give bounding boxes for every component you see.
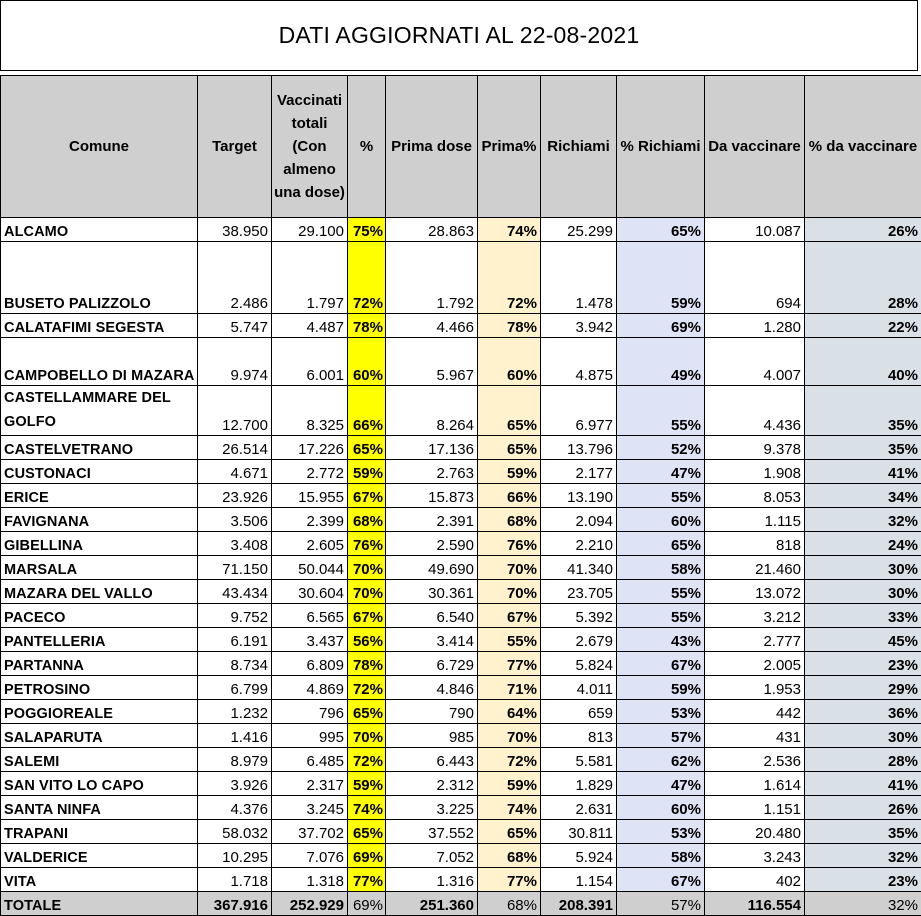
cell-da-vaccinare: 2.536 [705, 748, 805, 772]
header-richiami-pct: % Richiami [617, 76, 705, 218]
cell-pct: 72% [348, 748, 386, 772]
cell-richiami-pct: 52% [617, 436, 705, 460]
cell-vaccinati: 17.226 [272, 436, 348, 460]
cell-da-vaccinare: 21.460 [705, 556, 805, 580]
cell-da-vaccinare-pct: 35% [805, 436, 921, 460]
cell-richiami: 1.478 [541, 242, 617, 314]
cell-richiami: 5.581 [541, 748, 617, 772]
cell-vaccinati: 1.797 [272, 242, 348, 314]
cell-target: 3.506 [198, 508, 272, 532]
total-row [1, 892, 921, 916]
cell-vaccinati: 4.869 [272, 676, 348, 700]
cell-pct: 72% [348, 242, 386, 314]
cell-richiami-pct: 55% [617, 484, 705, 508]
table-row [1, 242, 921, 314]
cell-comune: CAMPOBELLO DI MAZARA [1, 338, 198, 386]
table-row [1, 218, 921, 242]
cell-pct: 67% [348, 484, 386, 508]
cell-prima-pct: 72% [478, 748, 541, 772]
table-row [1, 820, 921, 844]
cell-vaccinati: 6.809 [272, 652, 348, 676]
cell-richiami: 2.631 [541, 796, 617, 820]
cell-prima-dose: 6.443 [386, 748, 478, 772]
cell-da-vaccinare: 4.007 [705, 338, 805, 386]
cell-prima-dose: 5.967 [386, 338, 478, 386]
cell-da-vaccinare: 116.554 [705, 892, 805, 916]
cell-da-vaccinare: 20.480 [705, 820, 805, 844]
cell-prima-pct: 68% [478, 508, 541, 532]
cell-richiami: 30.811 [541, 820, 617, 844]
cell-prima-dose: 4.466 [386, 314, 478, 338]
cell-prima-pct: 67% [478, 604, 541, 628]
cell-prima-pct: 76% [478, 532, 541, 556]
table-row [1, 844, 921, 868]
cell-da-vaccinare: 431 [705, 724, 805, 748]
cell-prima-dose: 6.540 [386, 604, 478, 628]
table-row [1, 652, 921, 676]
cell-pct: 65% [348, 700, 386, 724]
cell-da-vaccinare-pct: 36% [805, 700, 921, 724]
cell-comune: CASTELVETRANO [1, 436, 198, 460]
cell-prima-pct: 74% [478, 796, 541, 820]
cell-richiami: 2.094 [541, 508, 617, 532]
header-vaccinati: Vaccinati totali (Con almeno una dose) [272, 76, 348, 218]
header-prima-pct: Prima% [478, 76, 541, 218]
cell-prima-pct: 70% [478, 556, 541, 580]
cell-da-vaccinare: 1.614 [705, 772, 805, 796]
cell-richiami: 2.210 [541, 532, 617, 556]
cell-prima-dose: 3.225 [386, 796, 478, 820]
cell-comune: VALDERICE [1, 844, 198, 868]
cell-da-vaccinare-pct: 23% [805, 868, 921, 892]
cell-da-vaccinare-pct: 30% [805, 580, 921, 604]
cell-pct: 69% [348, 892, 386, 916]
cell-prima-pct: 55% [478, 628, 541, 652]
cell-da-vaccinare: 3.212 [705, 604, 805, 628]
cell-richiami-pct: 55% [617, 580, 705, 604]
cell-richiami: 25.299 [541, 218, 617, 242]
cell-da-vaccinare: 442 [705, 700, 805, 724]
table-row [1, 532, 921, 556]
cell-richiami: 2.177 [541, 460, 617, 484]
cell-prima-pct: 65% [478, 820, 541, 844]
cell-da-vaccinare-pct: 41% [805, 772, 921, 796]
cell-comune: BUSETO PALIZZOLO [1, 242, 198, 314]
cell-prima-pct: 71% [478, 676, 541, 700]
cell-pct: 75% [348, 218, 386, 242]
cell-richiami-pct: 47% [617, 460, 705, 484]
cell-richiami: 5.392 [541, 604, 617, 628]
cell-comune: SALEMI [1, 748, 198, 772]
cell-da-vaccinare: 4.436 [705, 386, 805, 436]
cell-prima-dose: 1.792 [386, 242, 478, 314]
cell-comune: MARSALA [1, 556, 198, 580]
header-prima-dose: Prima dose [386, 76, 478, 218]
cell-target: 4.671 [198, 460, 272, 484]
header-comune: Comune [1, 76, 198, 218]
cell-da-vaccinare: 1.908 [705, 460, 805, 484]
cell-vaccinati: 6.565 [272, 604, 348, 628]
cell-richiami: 4.875 [541, 338, 617, 386]
cell-vaccinati: 6.485 [272, 748, 348, 772]
table-row [1, 676, 921, 700]
cell-pct: 66% [348, 386, 386, 436]
cell-richiami: 2.679 [541, 628, 617, 652]
table-row [1, 580, 921, 604]
cell-vaccinati: 2.399 [272, 508, 348, 532]
cell-pct: 70% [348, 556, 386, 580]
cell-prima-dose: 28.863 [386, 218, 478, 242]
table-row [1, 508, 921, 532]
cell-comune: TRAPANI [1, 820, 198, 844]
cell-target: 6.191 [198, 628, 272, 652]
cell-richiami: 208.391 [541, 892, 617, 916]
cell-prima-pct: 60% [478, 338, 541, 386]
cell-vaccinati: 29.100 [272, 218, 348, 242]
cell-da-vaccinare: 1.280 [705, 314, 805, 338]
cell-prima-pct: 70% [478, 724, 541, 748]
cell-prima-pct: 72% [478, 242, 541, 314]
cell-vaccinati: 2.605 [272, 532, 348, 556]
cell-prima-pct: 68% [478, 892, 541, 916]
cell-pct: 74% [348, 796, 386, 820]
cell-comune: VITA [1, 868, 198, 892]
cell-da-vaccinare-pct: 32% [805, 844, 921, 868]
cell-prima-dose: 2.590 [386, 532, 478, 556]
cell-target: 43.434 [198, 580, 272, 604]
cell-vaccinati: 1.318 [272, 868, 348, 892]
cell-da-vaccinare: 818 [705, 532, 805, 556]
cell-prima-dose: 37.552 [386, 820, 478, 844]
cell-prima-pct: 65% [478, 386, 541, 436]
cell-prima-dose: 7.052 [386, 844, 478, 868]
cell-prima-dose: 15.873 [386, 484, 478, 508]
cell-richiami-pct: 65% [617, 532, 705, 556]
cell-pct: 70% [348, 724, 386, 748]
cell-vaccinati: 7.076 [272, 844, 348, 868]
cell-prima-dose: 8.264 [386, 386, 478, 436]
cell-comune: CUSTONACI [1, 460, 198, 484]
cell-da-vaccinare-pct: 33% [805, 604, 921, 628]
cell-target: 9.974 [198, 338, 272, 386]
cell-prima-pct: 74% [478, 218, 541, 242]
cell-vaccinati: 4.487 [272, 314, 348, 338]
cell-prima-dose: 4.846 [386, 676, 478, 700]
cell-richiami-pct: 57% [617, 724, 705, 748]
cell-richiami-pct: 49% [617, 338, 705, 386]
cell-da-vaccinare: 10.087 [705, 218, 805, 242]
cell-target: 23.926 [198, 484, 272, 508]
cell-vaccinati: 8.325 [272, 386, 348, 436]
cell-vaccinati: 2.772 [272, 460, 348, 484]
table-row [1, 748, 921, 772]
cell-pct: 67% [348, 604, 386, 628]
cell-pct: 59% [348, 460, 386, 484]
cell-target: 38.950 [198, 218, 272, 242]
cell-vaccinati: 15.955 [272, 484, 348, 508]
cell-da-vaccinare-pct: 28% [805, 748, 921, 772]
cell-prima-pct: 77% [478, 868, 541, 892]
header-target: Target [198, 76, 272, 218]
cell-target: 8.979 [198, 748, 272, 772]
header-richiami: Richiami [541, 76, 617, 218]
cell-comune: SALAPARUTA [1, 724, 198, 748]
cell-prima-pct: 68% [478, 844, 541, 868]
cell-vaccinati: 37.702 [272, 820, 348, 844]
cell-prima-dose: 17.136 [386, 436, 478, 460]
cell-prima-dose: 2.312 [386, 772, 478, 796]
cell-prima-pct: 66% [478, 484, 541, 508]
cell-pct: 59% [348, 772, 386, 796]
cell-da-vaccinare-pct: 32% [805, 892, 921, 916]
cell-da-vaccinare: 1.115 [705, 508, 805, 532]
table-row [1, 700, 921, 724]
cell-richiami: 659 [541, 700, 617, 724]
cell-pct: 72% [348, 676, 386, 700]
table-row [1, 556, 921, 580]
cell-comune: GIBELLINA [1, 532, 198, 556]
cell-prima-dose: 30.361 [386, 580, 478, 604]
cell-vaccinati: 3.437 [272, 628, 348, 652]
cell-comune: ALCAMO [1, 218, 198, 242]
cell-vaccinati: 3.245 [272, 796, 348, 820]
cell-richiami-pct: 69% [617, 314, 705, 338]
cell-target: 5.747 [198, 314, 272, 338]
cell-richiami-pct: 62% [617, 748, 705, 772]
cell-comune: FAVIGNANA [1, 508, 198, 532]
cell-richiami: 41.340 [541, 556, 617, 580]
cell-comune: CALATAFIMI SEGESTA [1, 314, 198, 338]
cell-richiami-pct: 59% [617, 242, 705, 314]
cell-richiami: 1.154 [541, 868, 617, 892]
cell-prima-pct: 70% [478, 580, 541, 604]
cell-target: 10.295 [198, 844, 272, 868]
table-row [1, 436, 921, 460]
cell-richiami-pct: 55% [617, 386, 705, 436]
cell-target: 4.376 [198, 796, 272, 820]
cell-pct: 77% [348, 868, 386, 892]
cell-prima-pct: 59% [478, 772, 541, 796]
cell-da-vaccinare-pct: 28% [805, 242, 921, 314]
cell-prima-dose: 2.391 [386, 508, 478, 532]
cell-da-vaccinare-pct: 23% [805, 652, 921, 676]
cell-target: 3.926 [198, 772, 272, 796]
cell-comune: PANTELLERIA [1, 628, 198, 652]
cell-prima-pct: 77% [478, 652, 541, 676]
cell-richiami-pct: 67% [617, 652, 705, 676]
cell-prima-pct: 64% [478, 700, 541, 724]
cell-richiami-pct: 53% [617, 700, 705, 724]
cell-da-vaccinare: 8.053 [705, 484, 805, 508]
cell-comune: SANTA NINFA [1, 796, 198, 820]
cell-vaccinati: 2.317 [272, 772, 348, 796]
cell-da-vaccinare: 2.005 [705, 652, 805, 676]
cell-da-vaccinare: 9.378 [705, 436, 805, 460]
cell-richiami: 13.796 [541, 436, 617, 460]
table-row [1, 484, 921, 508]
cell-da-vaccinare-pct: 29% [805, 676, 921, 700]
cell-prima-pct: 59% [478, 460, 541, 484]
cell-richiami-pct: 59% [617, 676, 705, 700]
cell-comune: MAZARA DEL VALLO [1, 580, 198, 604]
cell-target: 367.916 [198, 892, 272, 916]
cell-richiami: 5.924 [541, 844, 617, 868]
cell-da-vaccinare-pct: 35% [805, 820, 921, 844]
cell-da-vaccinare-pct: 26% [805, 796, 921, 820]
cell-pct: 70% [348, 580, 386, 604]
cell-prima-dose: 985 [386, 724, 478, 748]
cell-da-vaccinare: 694 [705, 242, 805, 314]
cell-pct: 65% [348, 820, 386, 844]
cell-richiami-pct: 57% [617, 892, 705, 916]
cell-vaccinati: 796 [272, 700, 348, 724]
cell-target: 3.408 [198, 532, 272, 556]
cell-target: 1.232 [198, 700, 272, 724]
cell-comune: PACECO [1, 604, 198, 628]
cell-pct: 69% [348, 844, 386, 868]
table-row [1, 314, 921, 338]
cell-da-vaccinare-pct: 22% [805, 314, 921, 338]
cell-pct: 78% [348, 652, 386, 676]
table-row [1, 868, 921, 892]
cell-target: 12.700 [198, 386, 272, 436]
cell-richiami-pct: 55% [617, 604, 705, 628]
cell-da-vaccinare-pct: 40% [805, 338, 921, 386]
cell-richiami: 5.824 [541, 652, 617, 676]
cell-da-vaccinare: 402 [705, 868, 805, 892]
table-row [1, 604, 921, 628]
cell-richiami: 23.705 [541, 580, 617, 604]
cell-pct: 56% [348, 628, 386, 652]
cell-prima-dose: 2.763 [386, 460, 478, 484]
cell-da-vaccinare: 3.243 [705, 844, 805, 868]
table-row [1, 724, 921, 748]
cell-richiami: 6.977 [541, 386, 617, 436]
cell-richiami: 3.942 [541, 314, 617, 338]
header-row [1, 76, 921, 218]
vaccination-table [0, 75, 921, 916]
cell-da-vaccinare: 1.151 [705, 796, 805, 820]
table-row [1, 796, 921, 820]
cell-comune: TOTALE [1, 892, 198, 916]
cell-vaccinati: 30.604 [272, 580, 348, 604]
cell-prima-pct: 65% [478, 436, 541, 460]
cell-da-vaccinare: 2.777 [705, 628, 805, 652]
cell-da-vaccinare-pct: 34% [805, 484, 921, 508]
cell-richiami: 4.011 [541, 676, 617, 700]
cell-pct: 76% [348, 532, 386, 556]
cell-richiami-pct: 60% [617, 508, 705, 532]
cell-richiami: 13.190 [541, 484, 617, 508]
cell-prima-dose: 790 [386, 700, 478, 724]
header-da-vaccinare-pct: % da vaccinare [805, 76, 921, 218]
cell-target: 26.514 [198, 436, 272, 460]
cell-richiami-pct: 58% [617, 556, 705, 580]
cell-richiami-pct: 60% [617, 796, 705, 820]
cell-prima-pct: 78% [478, 314, 541, 338]
cell-target: 71.150 [198, 556, 272, 580]
cell-prima-dose: 49.690 [386, 556, 478, 580]
cell-da-vaccinare-pct: 24% [805, 532, 921, 556]
table-row [1, 772, 921, 796]
cell-prima-dose: 3.414 [386, 628, 478, 652]
cell-pct: 78% [348, 314, 386, 338]
cell-da-vaccinare-pct: 30% [805, 724, 921, 748]
cell-richiami: 1.829 [541, 772, 617, 796]
cell-da-vaccinare-pct: 26% [805, 218, 921, 242]
cell-da-vaccinare-pct: 45% [805, 628, 921, 652]
cell-target: 1.416 [198, 724, 272, 748]
cell-target: 1.718 [198, 868, 272, 892]
page-title: DATI AGGIORNATI AL 22-08-2021 [0, 0, 918, 71]
cell-da-vaccinare: 13.072 [705, 580, 805, 604]
cell-prima-dose: 251.360 [386, 892, 478, 916]
table-row [1, 628, 921, 652]
cell-target: 58.032 [198, 820, 272, 844]
cell-target: 8.734 [198, 652, 272, 676]
header-pct: % [348, 76, 386, 218]
cell-da-vaccinare-pct: 32% [805, 508, 921, 532]
cell-comune: PETROSINO [1, 676, 198, 700]
cell-da-vaccinare-pct: 30% [805, 556, 921, 580]
cell-richiami-pct: 67% [617, 868, 705, 892]
cell-pct: 60% [348, 338, 386, 386]
cell-comune: ERICE [1, 484, 198, 508]
cell-da-vaccinare-pct: 35% [805, 386, 921, 436]
header-da-vaccinare: Da vaccinare [705, 76, 805, 218]
cell-richiami-pct: 47% [617, 772, 705, 796]
cell-pct: 68% [348, 508, 386, 532]
cell-vaccinati: 6.001 [272, 338, 348, 386]
cell-richiami-pct: 53% [617, 820, 705, 844]
cell-vaccinati: 252.929 [272, 892, 348, 916]
cell-richiami: 813 [541, 724, 617, 748]
cell-richiami-pct: 65% [617, 218, 705, 242]
cell-richiami-pct: 43% [617, 628, 705, 652]
cell-target: 9.752 [198, 604, 272, 628]
cell-da-vaccinare-pct: 41% [805, 460, 921, 484]
cell-vaccinati: 995 [272, 724, 348, 748]
cell-prima-dose: 6.729 [386, 652, 478, 676]
table-row [1, 338, 921, 386]
cell-da-vaccinare: 1.953 [705, 676, 805, 700]
cell-comune: CASTELLAMMARE DEL GOLFO [1, 386, 198, 436]
table-row [1, 386, 921, 436]
cell-prima-dose: 1.316 [386, 868, 478, 892]
table-row [1, 460, 921, 484]
cell-pct: 65% [348, 436, 386, 460]
cell-comune: POGGIOREALE [1, 700, 198, 724]
cell-comune: SAN VITO LO CAPO [1, 772, 198, 796]
cell-target: 2.486 [198, 242, 272, 314]
cell-comune: PARTANNA [1, 652, 198, 676]
cell-target: 6.799 [198, 676, 272, 700]
cell-richiami-pct: 58% [617, 844, 705, 868]
cell-vaccinati: 50.044 [272, 556, 348, 580]
